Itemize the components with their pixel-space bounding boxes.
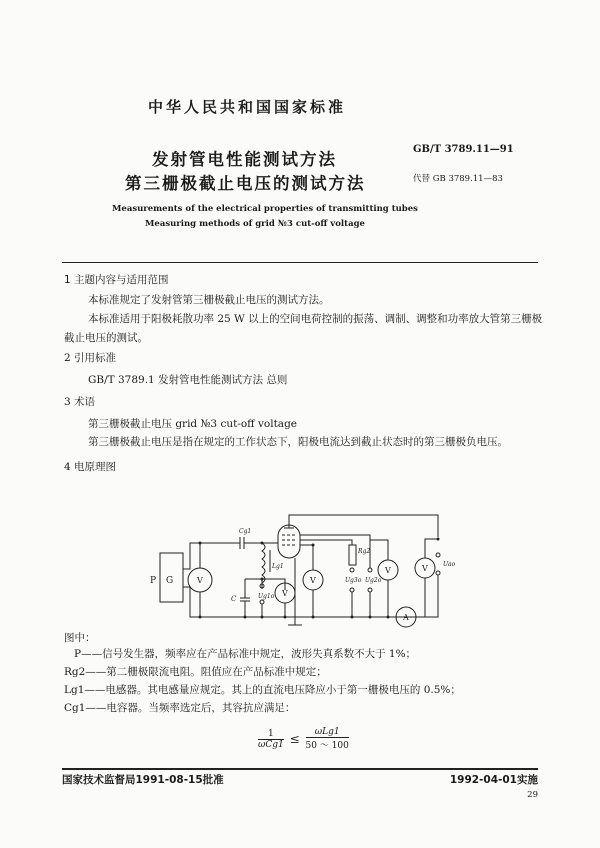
page-number: 29 bbox=[527, 790, 538, 800]
circuit-element bbox=[260, 600, 264, 604]
replaces-standard: 代替 GB 3789.11—83 bbox=[413, 174, 503, 184]
formula bbox=[258, 727, 349, 751]
diagram-label: V bbox=[422, 564, 428, 573]
circuit-element bbox=[284, 616, 287, 619]
diagram-label: V bbox=[197, 576, 203, 585]
legend-item: Rg2——第二栅极限流电阻。阻值应在产品标准中规定； bbox=[64, 666, 327, 678]
circuit-element bbox=[350, 588, 354, 592]
diagram-label: Rg2 bbox=[358, 548, 371, 555]
diagram-label: Ug1o bbox=[258, 593, 275, 600]
label-p: P bbox=[150, 576, 157, 586]
circuit-element bbox=[387, 616, 390, 619]
section-3-para: 第三栅极截止电压 grid №3 cut-off voltage bbox=[88, 418, 298, 430]
title-cn-1: 发射管电性能测试方法 bbox=[152, 150, 337, 169]
circuit-element bbox=[300, 545, 313, 570]
legend-item: P——信号发生器，频率应在产品标准中规定，波形失真系数不大于 1%； bbox=[74, 648, 417, 660]
diagram-label: Lg1 bbox=[272, 563, 284, 570]
circuit-element bbox=[183, 543, 240, 569]
national-standard-label: 中华人民共和国国家标准 bbox=[148, 98, 347, 116]
diagram-label: V bbox=[310, 576, 316, 585]
circuit-element bbox=[351, 616, 354, 619]
diagram-label: Cg1 bbox=[239, 528, 252, 535]
circuit-element bbox=[436, 553, 440, 557]
title-cn-2: 第三栅极截止电压的测试方法 bbox=[125, 174, 366, 193]
diagram-label: A bbox=[403, 613, 409, 622]
diagram-label: Ug3o bbox=[345, 577, 362, 584]
section-2-heading: 2 引用标准 bbox=[64, 352, 117, 364]
effective-date: 1992-04-01实施 bbox=[449, 774, 538, 786]
diagram-label: V bbox=[385, 566, 391, 575]
legend-item: Cg1——电容器。当频率选定后，其容抗应满足： bbox=[64, 702, 296, 714]
section-1-para: 本标准规定了发射管第三栅极截止电压的测试方法。 bbox=[88, 294, 330, 306]
circuit-element bbox=[199, 538, 440, 619]
circuit-element bbox=[199, 616, 202, 619]
footer-divider bbox=[62, 768, 538, 770]
circuit-element bbox=[368, 588, 372, 592]
circuit-element bbox=[420, 575, 438, 617]
section-3-para: 第三栅极截止电压是指在规定的工作状态下，阳极电流达到截止状态时的第三栅极负电压。 bbox=[88, 436, 508, 448]
label-g: G bbox=[166, 576, 174, 586]
circuit-element bbox=[369, 616, 372, 619]
diagram-label: C bbox=[231, 595, 237, 603]
diagram-label: Ug2o bbox=[365, 577, 382, 584]
formula-rhs-denominator: 50 ～ 100 bbox=[306, 737, 349, 751]
resistor-rg2 bbox=[349, 545, 356, 565]
circuit-element bbox=[436, 571, 440, 575]
section-3-heading: 3 术语 bbox=[64, 396, 96, 408]
circuit-element bbox=[183, 587, 430, 617]
circuit-element bbox=[350, 568, 354, 572]
circuit-element bbox=[312, 616, 315, 619]
circuit-element bbox=[244, 616, 247, 619]
circuit-element bbox=[312, 544, 315, 547]
circuit-element bbox=[261, 542, 264, 545]
section-1-para: 截止电压的测试。 bbox=[64, 332, 148, 344]
formula-operator: ≤ bbox=[289, 732, 300, 746]
circuit-element bbox=[261, 578, 264, 581]
title-en-2: Measuring methods of grid №3 cut-off voltage bbox=[145, 219, 365, 229]
section-4-heading: 4 电原理图 bbox=[64, 461, 117, 473]
circuit-element bbox=[300, 540, 352, 545]
circuit-element bbox=[261, 616, 264, 619]
standard-number: GB/T 3789.11—91 bbox=[413, 144, 514, 155]
diagram-label: Uao bbox=[443, 561, 456, 568]
formula-lhs-denominator: ωCg1 bbox=[258, 739, 284, 750]
legend-intro: 图中： bbox=[64, 632, 96, 644]
title-en-1: Measurements of the electrical properties of transmitting tubes bbox=[112, 204, 418, 214]
legend-item: Lg1——电感器。其电感量应规定。其上的直流电压降应小于第一栅极电压的 0.5%； bbox=[64, 684, 461, 696]
circuit-element bbox=[196, 528, 456, 622]
diagram-label: V bbox=[282, 589, 288, 598]
section-1-para: 本标准适用于阳极耗散功率 25 W 以上的空间电荷控制的振荡、调制、调整和功率放大管第三栅极 bbox=[88, 313, 543, 325]
formula-rhs-numerator: ωLg1 bbox=[314, 727, 340, 737]
circuit-element bbox=[199, 542, 202, 545]
formula-lhs-numerator: 1 bbox=[267, 728, 274, 739]
approval-date: 国家技术监督局1991-08-15批准 bbox=[62, 774, 224, 786]
section-1-heading: 1 主题内容与适用范围 bbox=[64, 274, 169, 286]
section-2-para: GB/T 3789.1 发射管电性能测试方法 总则 bbox=[88, 374, 288, 386]
circuit-element bbox=[289, 515, 438, 537]
circuit-element bbox=[368, 568, 372, 572]
circuit-element bbox=[278, 525, 300, 558]
circuit-element bbox=[437, 538, 440, 541]
